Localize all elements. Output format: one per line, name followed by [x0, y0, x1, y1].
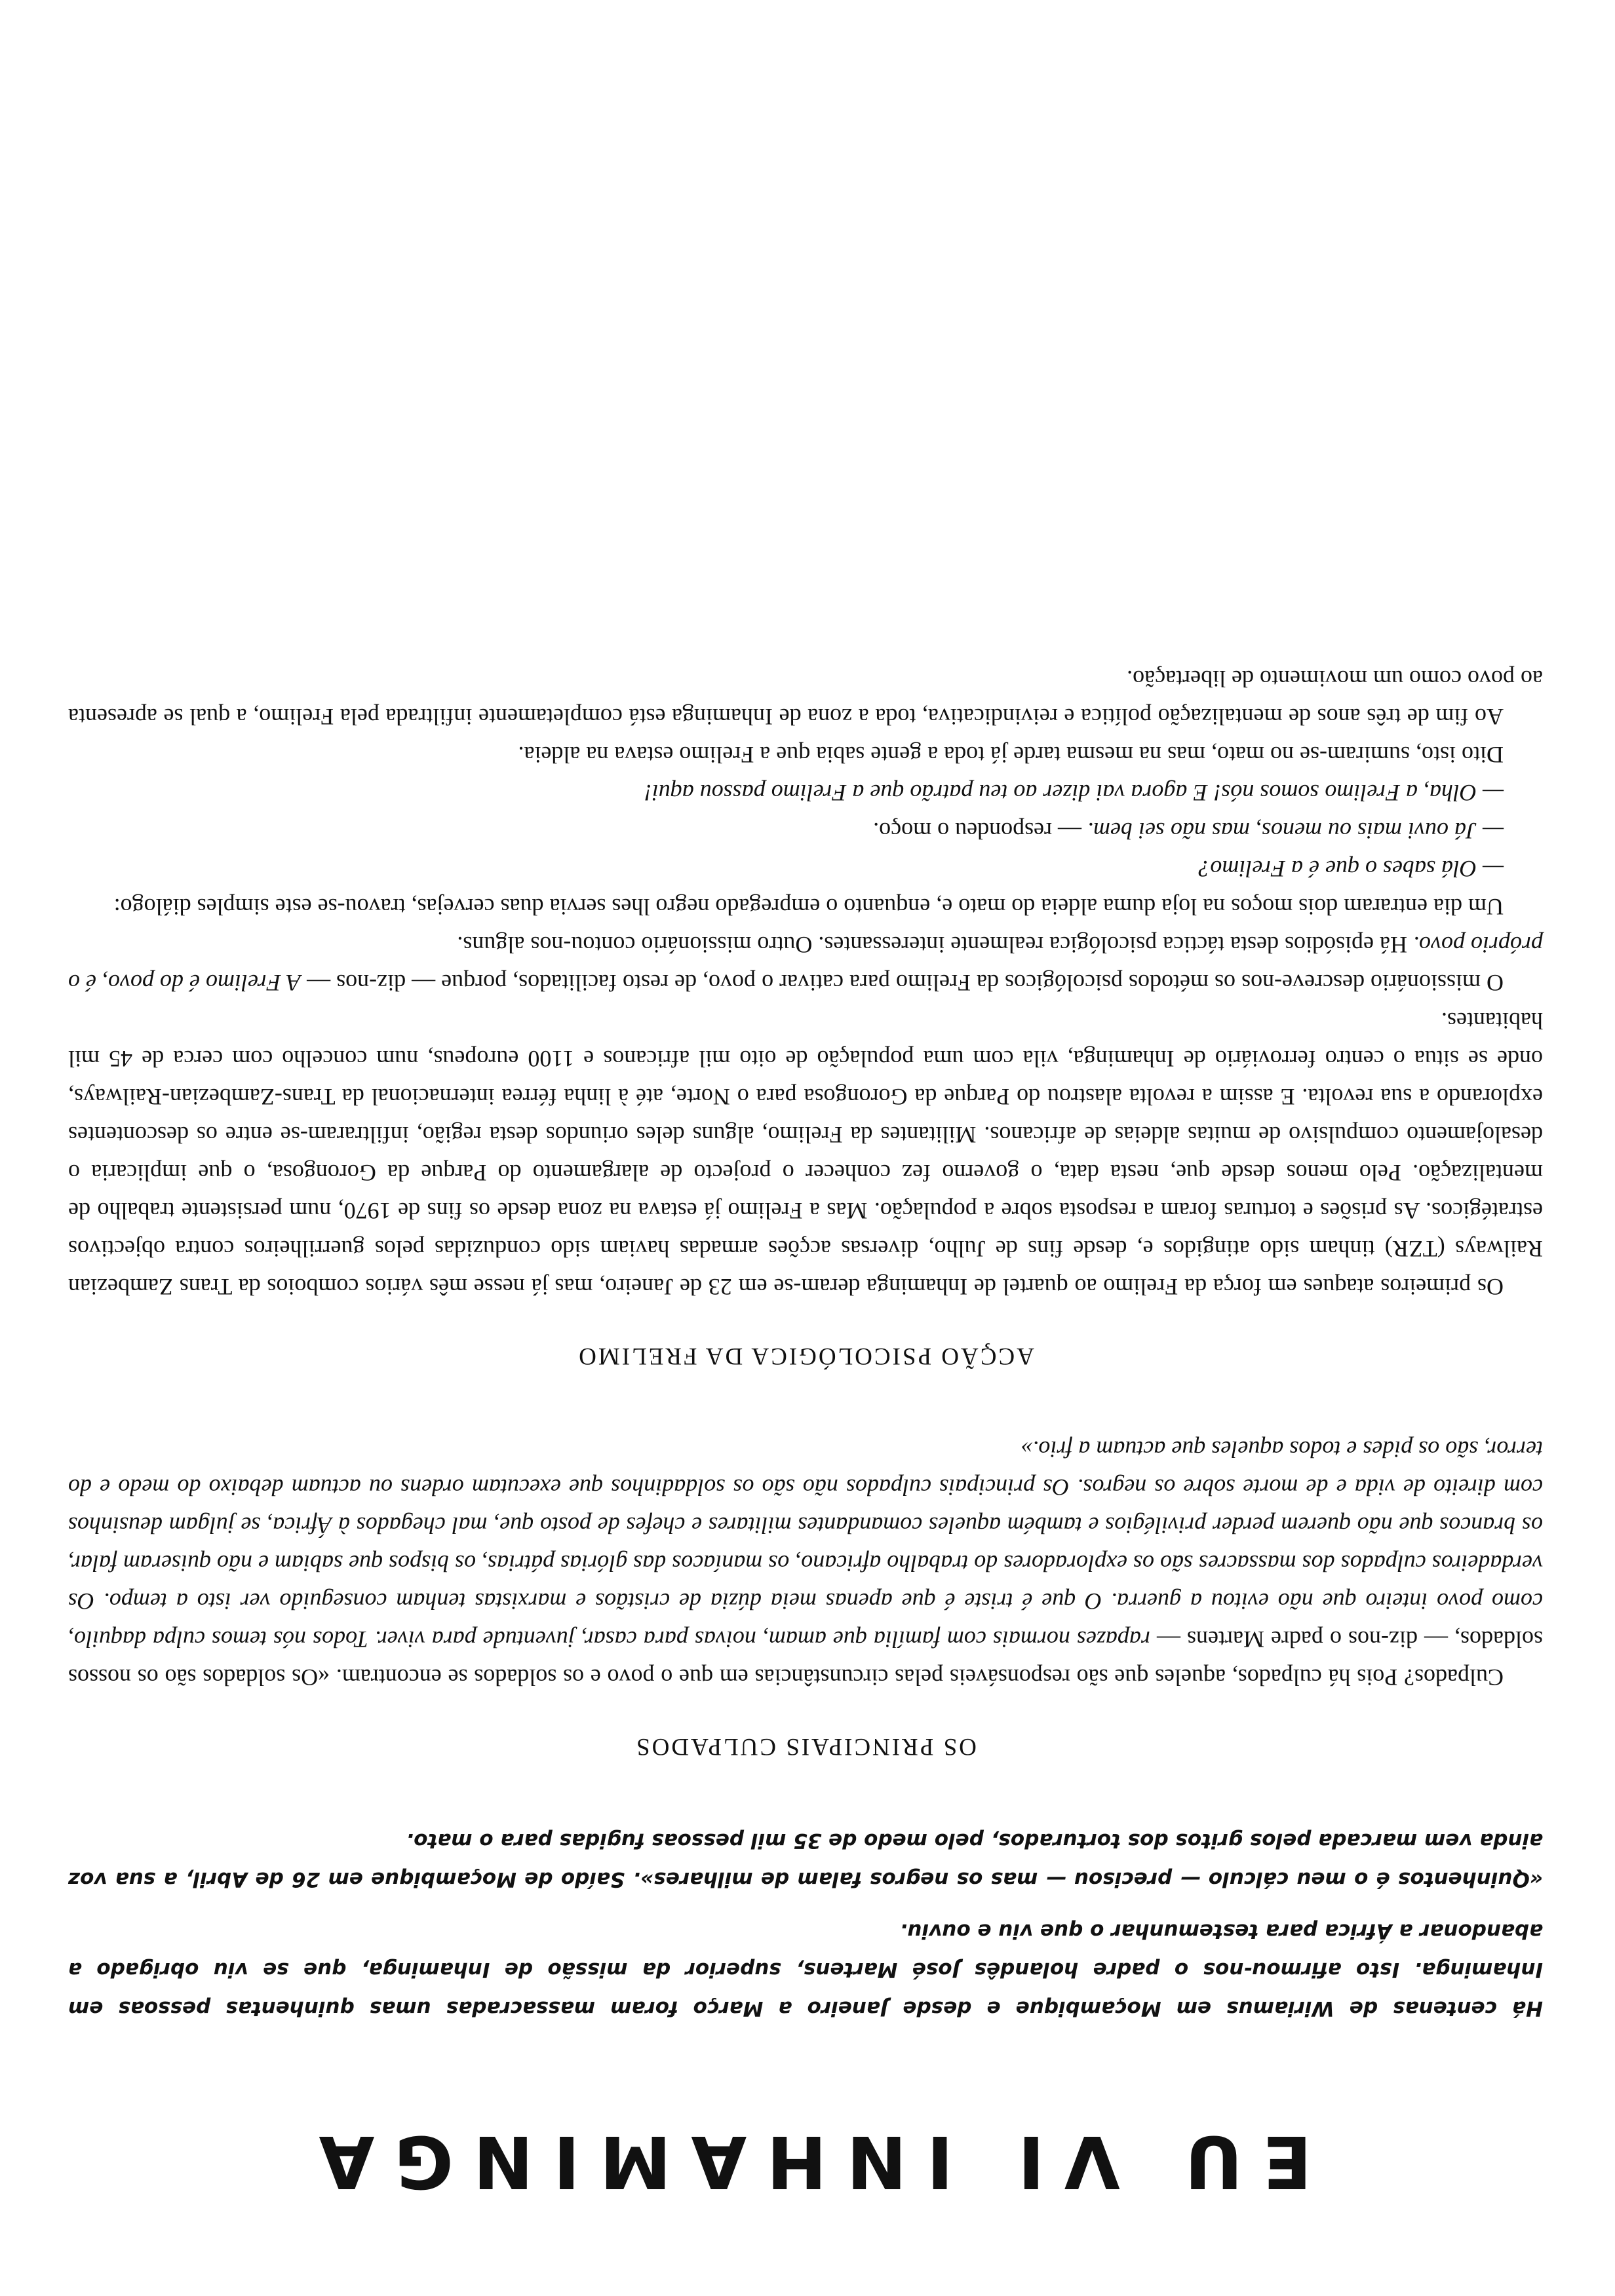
quote-text: — Já ouvi mais ou menos, mas não sei bem. [1087, 818, 1504, 844]
text-run: O missionário descreve-nos os métodos psicológicos da Frelimo para cativar o povo, de resto facilitados, porque — diz-nos — [301, 970, 1504, 996]
quote-text: A Frelimo é do povo, é o próprio povo. [68, 932, 1543, 996]
text-run: Há episódios desta táctica psicológica realmente interessantes. Outro missionário contou-nos alguns. [457, 932, 1413, 958]
dialog-line [68, 812, 1543, 850]
body-paragraph [68, 926, 1543, 1002]
article [68, 660, 1543, 2204]
quote-text: rapazes normais com família que amam, noivas para casar, juventude para viver. Todos nós temos culpa daquilo, como povo inteiro que não evitou a guerra. O que é triste é que apenas meia dúzia de cristãos e marxistas tenham conseguido ver isto a tempo. Os verdadeiros culpados dos massacres são os exploradores do trabalho africano, os maníacos das glórias pátrias, os bispos que sabiam e não quiseram falar, os brancos que não querem perder privilégios e também aqueles comandantes militares e chefes de posto que, mal chegados à África, se julgam deusinhos com direito de vida e de morte sobre os negros. Os principais culpados não são os soldadinhos que executam ordens ou actuam debaixo do medo e do terror, são os pides e todos aqueles que actuam a frio.» [68, 1436, 1543, 1653]
text-run: — respondeu o moço. [873, 818, 1088, 844]
intro-paragraph: Há centenas de Wiriamus em Moçambique e desde Janeiro a Março foram massacradas umas quinhentas pessoas em Inhaminga. Isto afirmou-nos o padre holandês José Martens, superior da missão de Inhaminga, que se viu obrigado a abandonar a África para testemunhar o que viu e ouviu. [68, 1919, 1543, 2020]
body-paragraph: Os primeiros ataques em força da Frelimo ao quartel de Inhaminga deram-se em 23 de Janeiro, mas já nesse mês vários comboios da Trans Zambezian Railways (TZR) tinham sido atingidos e, desde fins de Julho, diversas acções armadas haviam sido conduzidas pelos guerrilheiros contra objectivos estratégicos. As prisões e torturas foram a resposta sobre a população. Mas a Frelimo já estava na zona desde os fins de 1970, num persistente trabalho de mentalização. Pelo menos desde que, nesta data, o governo fez conhecer o projecto de alargamento do Parque da Gorongosa, o que implicaria o desalojamento compulsivo de muitas aldeias de africanos. Militantes da Frelimo, alguns deles oriundos desta região, infiltraram-se entre os descontentes explorando a sua revolta. E assim a revolta alastrou do Parque da Gorongosa para o Norte, até à linha férrea internacional da Trans-Zambezian-Railways, onde se situa o centro ferroviário de Inhaminga, vila com uma população de oito mil africanos e 1100 europeus, num concelho com cerca de 45 mil habitantes. [68, 1008, 1543, 1300]
intro-paragraph: «Quinhentos é o meu cálculo — precisou — mas os negros falam de milhares». Saído de Moçambique em 26 de Abril, a sua voz ainda vem marcada pelos gritos dos torturados, pelo medo de 35 mil pessoas fugidas para o mato. [68, 1829, 1543, 1891]
body-paragraph: Um dia entraram dois moços na loja duma aldeia do mato e, enquanto o empregado negro lhes servia duas cervejas, travou-se este simples diálogo: [113, 894, 1504, 920]
dialog-line: — Olá sabes o que é a Frelimo? [1198, 856, 1504, 882]
body-paragraph: Ao fim de três anos de mentalização política e reivindicativa, toda a zona de Inhaminga está completamente infiltrada pela Frelimo, a qual se apresenta ao povo como um movimento de libertação. [68, 666, 1543, 730]
dialog-line: — Olha, a Frelimo somos nós! E agora vai dizer ao teu patrão que a Frelimo passou aqui! [644, 780, 1504, 806]
article-title: EU VI INHAMINGA [299, 2120, 1312, 2204]
text-run: Culpados? Pois há culpados, aqueles que são responsáveis pelas circunstâncias em que o povo e os soldados se encontram. «Os soldados são os nossos soldados, — diz-nos o padre Martens — [68, 1626, 1543, 1691]
body-paragraph: Dito isto, sumiram-se no mato, mas na mesma tarde já toda a gente sabia que a Frelimo estava na aldeia. [518, 742, 1504, 768]
section-heading: ACÇÃO PSICOLÓGICA DA FRELIMO [577, 1343, 1034, 1369]
section-heading: OS PRINCIPAIS CULPADOS [634, 1733, 977, 1760]
body-paragraph [68, 1430, 1543, 1696]
